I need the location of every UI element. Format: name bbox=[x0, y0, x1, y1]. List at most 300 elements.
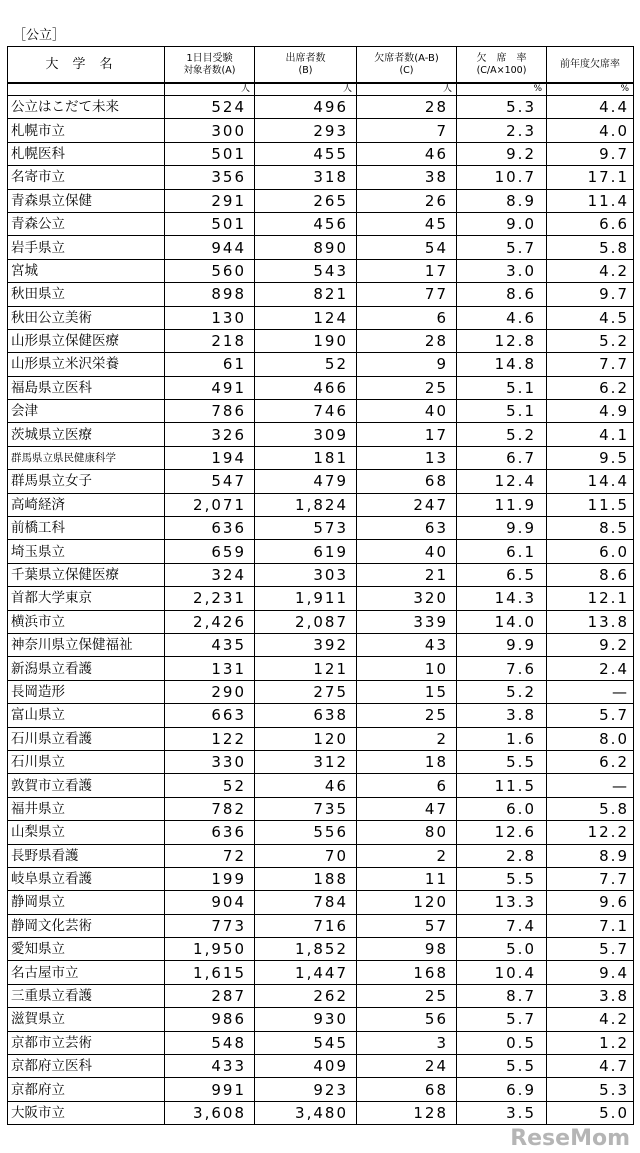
cell-university-name: 敦賀市立看護 bbox=[8, 774, 165, 797]
cell-attendees: 121 bbox=[255, 657, 357, 680]
header-absence-rate-line2: (C/A×100) bbox=[476, 64, 527, 76]
cell-absentees: 80 bbox=[357, 821, 457, 844]
cell-absentees: 45 bbox=[357, 212, 457, 235]
cell-absentees: 10 bbox=[357, 657, 457, 680]
cell-university-name: 宮城 bbox=[8, 259, 165, 282]
cell-absence-rate: 9.9 bbox=[457, 517, 547, 540]
cell-university-name: 滋賀県立 bbox=[8, 1008, 165, 1031]
cell-university-name: 横浜市立 bbox=[8, 610, 165, 633]
cell-absentees: 25 bbox=[357, 704, 457, 727]
cell-absence-rate: 6.1 bbox=[457, 540, 547, 563]
cell-prev-absence-rate: 3.8 bbox=[547, 984, 634, 1007]
cell-attendees: 890 bbox=[255, 236, 357, 259]
cell-attendees: 1,911 bbox=[255, 587, 357, 610]
table-row bbox=[8, 914, 634, 937]
cell-absence-rate: 3.5 bbox=[457, 1101, 547, 1124]
cell-absentees: 40 bbox=[357, 540, 457, 563]
cell-university-name: 福井県立 bbox=[8, 797, 165, 820]
cell-absentees: 25 bbox=[357, 376, 457, 399]
cell-absentees: 63 bbox=[357, 517, 457, 540]
header-applicants bbox=[165, 47, 255, 84]
cell-university-name: 山形県立保健医療 bbox=[8, 329, 165, 352]
cell-absence-rate: 12.8 bbox=[457, 329, 547, 352]
cell-absence-rate: 2.3 bbox=[457, 119, 547, 142]
table-row bbox=[8, 984, 634, 1007]
cell-absentees: 11 bbox=[357, 867, 457, 890]
cell-university-name: 千葉県立保健医療 bbox=[8, 563, 165, 586]
cell-university-name: 新潟県立看護 bbox=[8, 657, 165, 680]
table-row bbox=[8, 750, 634, 773]
cell-university-name: 静岡文化芸術 bbox=[8, 914, 165, 937]
cell-prev-absence-rate: 5.2 bbox=[547, 329, 634, 352]
cell-prev-absence-rate: 5.8 bbox=[547, 236, 634, 259]
cell-absentees: 40 bbox=[357, 400, 457, 423]
cell-prev-absence-rate: 4.1 bbox=[547, 423, 634, 446]
cell-absence-rate: 7.6 bbox=[457, 657, 547, 680]
cell-absentees: 13 bbox=[357, 446, 457, 469]
cell-attendees: 930 bbox=[255, 1008, 357, 1031]
cell-prev-absence-rate: 5.0 bbox=[547, 1101, 634, 1124]
cell-prev-absence-rate: 9.2 bbox=[547, 633, 634, 656]
cell-absentees: 320 bbox=[357, 587, 457, 610]
cell-prev-absence-rate: 13.8 bbox=[547, 610, 634, 633]
cell-applicants: 991 bbox=[165, 1078, 255, 1101]
cell-applicants: 547 bbox=[165, 470, 255, 493]
cell-absence-rate: 5.1 bbox=[457, 376, 547, 399]
cell-applicants: 1,950 bbox=[165, 938, 255, 961]
cell-absence-rate: 5.3 bbox=[457, 96, 547, 119]
cell-applicants: 433 bbox=[165, 1055, 255, 1078]
cell-university-name: 埼玉県立 bbox=[8, 540, 165, 563]
header-university-name: 大学名 bbox=[8, 47, 165, 84]
cell-absence-rate: 9.0 bbox=[457, 212, 547, 235]
cell-prev-absence-rate: 5.7 bbox=[547, 938, 634, 961]
cell-absentees: 339 bbox=[357, 610, 457, 633]
cell-applicants: 501 bbox=[165, 212, 255, 235]
table-row bbox=[8, 400, 634, 423]
cell-university-name: 岩手県立 bbox=[8, 236, 165, 259]
cell-absentees: 128 bbox=[357, 1101, 457, 1124]
cell-absence-rate: 0.5 bbox=[457, 1031, 547, 1054]
cell-prev-absence-rate: 7.7 bbox=[547, 867, 634, 890]
header-attendees bbox=[255, 47, 357, 84]
cell-absentees: 98 bbox=[357, 938, 457, 961]
cell-applicants: 218 bbox=[165, 329, 255, 352]
cell-prev-absence-rate: 6.2 bbox=[547, 376, 634, 399]
unit-prev-absence-rate: % bbox=[547, 83, 634, 96]
cell-applicants: 130 bbox=[165, 306, 255, 329]
cell-absence-rate: 7.4 bbox=[457, 914, 547, 937]
cell-applicants: 330 bbox=[165, 750, 255, 773]
cell-attendees: 716 bbox=[255, 914, 357, 937]
cell-prev-absence-rate: 2.4 bbox=[547, 657, 634, 680]
table-row bbox=[8, 610, 634, 633]
cell-university-name: 大阪市立 bbox=[8, 1101, 165, 1124]
table-row bbox=[8, 727, 634, 750]
cell-absentees: 26 bbox=[357, 189, 457, 212]
cell-prev-absence-rate: 4.2 bbox=[547, 259, 634, 282]
cell-attendees: 303 bbox=[255, 563, 357, 586]
cell-attendees: 3,480 bbox=[255, 1101, 357, 1124]
cell-prev-absence-rate: — bbox=[547, 680, 634, 703]
cell-prev-absence-rate: 5.3 bbox=[547, 1078, 634, 1101]
cell-absence-rate: 11.9 bbox=[457, 493, 547, 516]
cell-absence-rate: 9.2 bbox=[457, 142, 547, 165]
cell-prev-absence-rate: 6.0 bbox=[547, 540, 634, 563]
cell-absence-rate: 5.5 bbox=[457, 1055, 547, 1078]
cell-university-name: 三重県立看護 bbox=[8, 984, 165, 1007]
cell-university-name: 山梨県立 bbox=[8, 821, 165, 844]
table-row bbox=[8, 283, 634, 306]
table-row bbox=[8, 821, 634, 844]
cell-absentees: 47 bbox=[357, 797, 457, 820]
cell-absentees: 2 bbox=[357, 844, 457, 867]
cell-university-name: 神奈川県立保健福祉 bbox=[8, 633, 165, 656]
cell-applicants: 3,608 bbox=[165, 1101, 255, 1124]
table-row bbox=[8, 423, 634, 446]
unit-absentees: 人 bbox=[357, 83, 457, 96]
cell-attendees: 573 bbox=[255, 517, 357, 540]
cell-absence-rate: 9.9 bbox=[457, 633, 547, 656]
table-row bbox=[8, 376, 634, 399]
cell-attendees: 746 bbox=[255, 400, 357, 423]
unit-applicants: 人 bbox=[165, 83, 255, 96]
cell-attendees: 120 bbox=[255, 727, 357, 750]
cell-applicants: 491 bbox=[165, 376, 255, 399]
cell-attendees: 556 bbox=[255, 821, 357, 844]
cell-absence-rate: 5.1 bbox=[457, 400, 547, 423]
cell-university-name: 青森公立 bbox=[8, 212, 165, 235]
cell-university-name: 石川県立看護 bbox=[8, 727, 165, 750]
cell-prev-absence-rate: 8.5 bbox=[547, 517, 634, 540]
cell-attendees: 262 bbox=[255, 984, 357, 1007]
header-attendees-line2: (B) bbox=[298, 64, 313, 76]
cell-prev-absence-rate: 1.2 bbox=[547, 1031, 634, 1054]
cell-attendees: 309 bbox=[255, 423, 357, 446]
cell-attendees: 2,087 bbox=[255, 610, 357, 633]
cell-prev-absence-rate: 6.2 bbox=[547, 750, 634, 773]
cell-absence-rate: 6.5 bbox=[457, 563, 547, 586]
cell-absentees: 68 bbox=[357, 470, 457, 493]
cell-applicants: 52 bbox=[165, 774, 255, 797]
cell-prev-absence-rate: 8.0 bbox=[547, 727, 634, 750]
cell-prev-absence-rate: 12.2 bbox=[547, 821, 634, 844]
cell-absentees: 57 bbox=[357, 914, 457, 937]
cell-applicants: 122 bbox=[165, 727, 255, 750]
cell-prev-absence-rate: 8.6 bbox=[547, 563, 634, 586]
cell-absentees: 7 bbox=[357, 119, 457, 142]
table-body bbox=[8, 96, 634, 1125]
cell-prev-absence-rate: 4.4 bbox=[547, 96, 634, 119]
table-row bbox=[8, 563, 634, 586]
cell-university-name: 群馬県立女子 bbox=[8, 470, 165, 493]
cell-prev-absence-rate: 9.7 bbox=[547, 283, 634, 306]
cell-attendees: 312 bbox=[255, 750, 357, 773]
cell-applicants: 560 bbox=[165, 259, 255, 282]
cell-absentees: 56 bbox=[357, 1008, 457, 1031]
cell-absence-rate: 10.4 bbox=[457, 961, 547, 984]
cell-attendees: 318 bbox=[255, 166, 357, 189]
cell-attendees: 70 bbox=[255, 844, 357, 867]
cell-absence-rate: 3.0 bbox=[457, 259, 547, 282]
cell-prev-absence-rate: 17.1 bbox=[547, 166, 634, 189]
cell-attendees: 124 bbox=[255, 306, 357, 329]
table-row bbox=[8, 891, 634, 914]
cell-attendees: 543 bbox=[255, 259, 357, 282]
cell-absence-rate: 5.7 bbox=[457, 236, 547, 259]
header-absentees bbox=[357, 47, 457, 84]
table-row bbox=[8, 1008, 634, 1031]
cell-university-name: 石川県立 bbox=[8, 750, 165, 773]
cell-attendees: 1,447 bbox=[255, 961, 357, 984]
cell-absence-rate: 8.7 bbox=[457, 984, 547, 1007]
cell-university-name: 愛知県立 bbox=[8, 938, 165, 961]
cell-university-name: 会津 bbox=[8, 400, 165, 423]
header-applicants-line2: 対象者数(A) bbox=[183, 64, 236, 76]
table-row bbox=[8, 540, 634, 563]
cell-applicants: 501 bbox=[165, 142, 255, 165]
cell-university-name: 茨城県立医療 bbox=[8, 423, 165, 446]
table-row bbox=[8, 657, 634, 680]
cell-absence-rate: 12.4 bbox=[457, 470, 547, 493]
cell-prev-absence-rate: 4.2 bbox=[547, 1008, 634, 1031]
table-row bbox=[8, 587, 634, 610]
header-prev-absence-rate: 前年度欠席率 bbox=[547, 47, 634, 84]
cell-absence-rate: 5.7 bbox=[457, 1008, 547, 1031]
header-attendees-line1: 出席者数 bbox=[285, 52, 326, 64]
cell-university-name: 山形県立米沢栄養 bbox=[8, 353, 165, 376]
cell-applicants: 356 bbox=[165, 166, 255, 189]
cell-university-name: 長岡造形 bbox=[8, 680, 165, 703]
cell-prev-absence-rate: 14.4 bbox=[547, 470, 634, 493]
cell-attendees: 821 bbox=[255, 283, 357, 306]
cell-university-name: 静岡県立 bbox=[8, 891, 165, 914]
cell-university-name: 秋田公立美術 bbox=[8, 306, 165, 329]
table-row bbox=[8, 961, 634, 984]
cell-university-name: 長野県看護 bbox=[8, 844, 165, 867]
cell-prev-absence-rate: 4.5 bbox=[547, 306, 634, 329]
cell-absentees: 9 bbox=[357, 353, 457, 376]
cell-attendees: 619 bbox=[255, 540, 357, 563]
cell-prev-absence-rate: 4.7 bbox=[547, 1055, 634, 1078]
cell-absentees: 17 bbox=[357, 423, 457, 446]
table-row bbox=[8, 166, 634, 189]
cell-applicants: 300 bbox=[165, 119, 255, 142]
cell-university-name: 福島県立医科 bbox=[8, 376, 165, 399]
cell-applicants: 524 bbox=[165, 96, 255, 119]
cell-prev-absence-rate: 5.8 bbox=[547, 797, 634, 820]
cell-absence-rate: 6.9 bbox=[457, 1078, 547, 1101]
header-row bbox=[8, 47, 634, 84]
cell-absence-rate: 5.5 bbox=[457, 867, 547, 890]
cell-absentees: 54 bbox=[357, 236, 457, 259]
cell-attendees: 293 bbox=[255, 119, 357, 142]
cell-absentees: 24 bbox=[357, 1055, 457, 1078]
cell-attendees: 496 bbox=[255, 96, 357, 119]
header-applicants-line1: 1日目受験 bbox=[186, 52, 233, 64]
cell-university-name: 富山県立 bbox=[8, 704, 165, 727]
header-absence-rate-line1: 欠 席 率 bbox=[476, 52, 527, 64]
cell-applicants: 194 bbox=[165, 446, 255, 469]
units-row bbox=[8, 83, 634, 96]
table-row bbox=[8, 633, 634, 656]
cell-absence-rate: 5.5 bbox=[457, 750, 547, 773]
cell-applicants: 2,071 bbox=[165, 493, 255, 516]
cell-attendees: 188 bbox=[255, 867, 357, 890]
cell-attendees: 923 bbox=[255, 1078, 357, 1101]
cell-absentees: 168 bbox=[357, 961, 457, 984]
cell-applicants: 663 bbox=[165, 704, 255, 727]
table-row bbox=[8, 517, 634, 540]
cell-absence-rate: 6.7 bbox=[457, 446, 547, 469]
cell-absentees: 3 bbox=[357, 1031, 457, 1054]
cell-absentees: 68 bbox=[357, 1078, 457, 1101]
cell-university-name: 高崎経済 bbox=[8, 493, 165, 516]
cell-applicants: 548 bbox=[165, 1031, 255, 1054]
table-row bbox=[8, 1055, 634, 1078]
table-row bbox=[8, 96, 634, 119]
cell-absence-rate: 11.5 bbox=[457, 774, 547, 797]
cell-prev-absence-rate: 6.6 bbox=[547, 212, 634, 235]
table-row bbox=[8, 1031, 634, 1054]
section-label: ［公立］ bbox=[13, 28, 66, 43]
cell-university-name: 京都市立芸術 bbox=[8, 1031, 165, 1054]
cell-absence-rate: 2.8 bbox=[457, 844, 547, 867]
cell-absence-rate: 8.6 bbox=[457, 283, 547, 306]
cell-absence-rate: 5.2 bbox=[457, 423, 547, 446]
cell-university-name: 名寄市立 bbox=[8, 166, 165, 189]
table-row bbox=[8, 306, 634, 329]
table-row bbox=[8, 1078, 634, 1101]
table-row bbox=[8, 119, 634, 142]
cell-university-name: 名古屋市立 bbox=[8, 961, 165, 984]
cell-prev-absence-rate: 8.9 bbox=[547, 844, 634, 867]
cell-university-name: 岐阜県立看護 bbox=[8, 867, 165, 890]
cell-absence-rate: 5.2 bbox=[457, 680, 547, 703]
cell-absentees: 6 bbox=[357, 774, 457, 797]
table-row bbox=[8, 236, 634, 259]
cell-absentees: 46 bbox=[357, 142, 457, 165]
cell-absentees: 247 bbox=[357, 493, 457, 516]
cell-applicants: 659 bbox=[165, 540, 255, 563]
cell-applicants: 2,231 bbox=[165, 587, 255, 610]
cell-absence-rate: 8.9 bbox=[457, 189, 547, 212]
cell-applicants: 782 bbox=[165, 797, 255, 820]
cell-absence-rate: 14.0 bbox=[457, 610, 547, 633]
table-row bbox=[8, 259, 634, 282]
table-row bbox=[8, 446, 634, 469]
cell-attendees: 52 bbox=[255, 353, 357, 376]
absence-table bbox=[7, 46, 634, 1125]
cell-applicants: 290 bbox=[165, 680, 255, 703]
cell-applicants: 2,426 bbox=[165, 610, 255, 633]
cell-applicants: 72 bbox=[165, 844, 255, 867]
cell-attendees: 1,824 bbox=[255, 493, 357, 516]
cell-attendees: 265 bbox=[255, 189, 357, 212]
cell-attendees: 638 bbox=[255, 704, 357, 727]
cell-applicants: 435 bbox=[165, 633, 255, 656]
cell-attendees: 409 bbox=[255, 1055, 357, 1078]
cell-absentees: 17 bbox=[357, 259, 457, 282]
table-row bbox=[8, 704, 634, 727]
cell-applicants: 324 bbox=[165, 563, 255, 586]
table-row bbox=[8, 1101, 634, 1124]
cell-prev-absence-rate: 11.5 bbox=[547, 493, 634, 516]
cell-applicants: 773 bbox=[165, 914, 255, 937]
cell-prev-absence-rate: 11.4 bbox=[547, 189, 634, 212]
cell-absentees: 77 bbox=[357, 283, 457, 306]
table-row bbox=[8, 470, 634, 493]
cell-university-name: 前橋工科 bbox=[8, 517, 165, 540]
cell-applicants: 898 bbox=[165, 283, 255, 306]
cell-university-name: 京都府立 bbox=[8, 1078, 165, 1101]
cell-prev-absence-rate: 4.0 bbox=[547, 119, 634, 142]
cell-attendees: 181 bbox=[255, 446, 357, 469]
cell-absentees: 2 bbox=[357, 727, 457, 750]
cell-university-name: 秋田県立 bbox=[8, 283, 165, 306]
cell-absence-rate: 12.6 bbox=[457, 821, 547, 844]
cell-absentees: 25 bbox=[357, 984, 457, 1007]
cell-absence-rate: 4.6 bbox=[457, 306, 547, 329]
cell-absentees: 38 bbox=[357, 166, 457, 189]
cell-absence-rate: 14.3 bbox=[457, 587, 547, 610]
cell-prev-absence-rate: 9.5 bbox=[547, 446, 634, 469]
cell-prev-absence-rate: 5.7 bbox=[547, 704, 634, 727]
cell-absence-rate: 1.6 bbox=[457, 727, 547, 750]
cell-absentees: 21 bbox=[357, 563, 457, 586]
cell-absence-rate: 3.8 bbox=[457, 704, 547, 727]
cell-applicants: 1,615 bbox=[165, 961, 255, 984]
cell-prev-absence-rate: 9.4 bbox=[547, 961, 634, 984]
table-row bbox=[8, 353, 634, 376]
table-row bbox=[8, 867, 634, 890]
watermark-logo: ReseMom bbox=[510, 1126, 630, 1151]
cell-university-name: 首都大学東京 bbox=[8, 587, 165, 610]
cell-applicants: 291 bbox=[165, 189, 255, 212]
cell-university-name: 札幌医科 bbox=[8, 142, 165, 165]
cell-attendees: 466 bbox=[255, 376, 357, 399]
table-row bbox=[8, 329, 634, 352]
cell-absentees: 28 bbox=[357, 329, 457, 352]
cell-prev-absence-rate: 9.7 bbox=[547, 142, 634, 165]
cell-attendees: 190 bbox=[255, 329, 357, 352]
cell-applicants: 61 bbox=[165, 353, 255, 376]
cell-applicants: 287 bbox=[165, 984, 255, 1007]
cell-attendees: 735 bbox=[255, 797, 357, 820]
table-row bbox=[8, 680, 634, 703]
unit-absence-rate: % bbox=[457, 83, 547, 96]
cell-absentees: 6 bbox=[357, 306, 457, 329]
cell-prev-absence-rate: 7.7 bbox=[547, 353, 634, 376]
cell-absentees: 120 bbox=[357, 891, 457, 914]
cell-prev-absence-rate: 4.9 bbox=[547, 400, 634, 423]
cell-applicants: 786 bbox=[165, 400, 255, 423]
cell-university-name: 札幌市立 bbox=[8, 119, 165, 142]
cell-prev-absence-rate: 9.6 bbox=[547, 891, 634, 914]
cell-attendees: 479 bbox=[255, 470, 357, 493]
header-absence-rate bbox=[457, 47, 547, 84]
cell-absence-rate: 5.0 bbox=[457, 938, 547, 961]
cell-absentees: 18 bbox=[357, 750, 457, 773]
table-row bbox=[8, 774, 634, 797]
cell-attendees: 392 bbox=[255, 633, 357, 656]
table-row bbox=[8, 212, 634, 235]
table-row bbox=[8, 142, 634, 165]
table-row bbox=[8, 189, 634, 212]
cell-attendees: 46 bbox=[255, 774, 357, 797]
cell-prev-absence-rate: 12.1 bbox=[547, 587, 634, 610]
cell-university-name: 群馬県立県民健康科学 bbox=[8, 446, 165, 469]
